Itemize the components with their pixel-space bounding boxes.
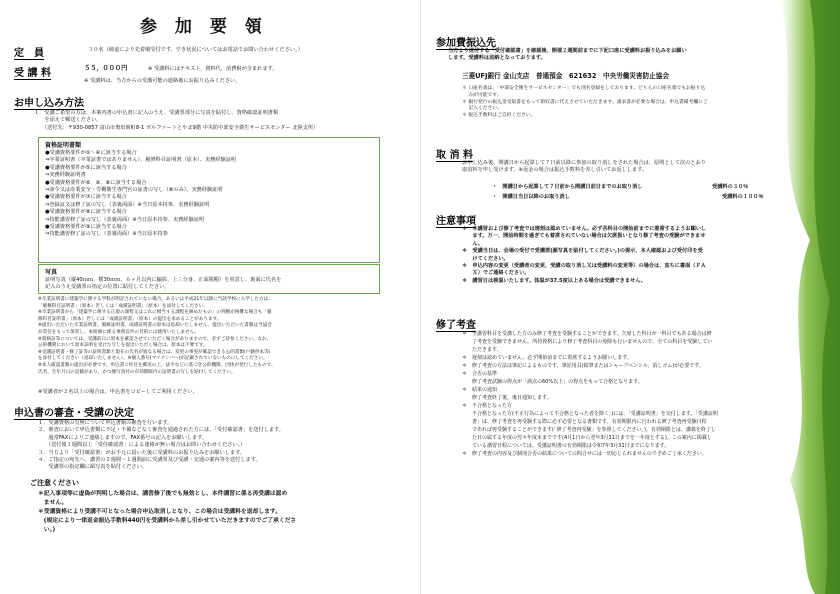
caution-line: ません。 [38,500,68,506]
review-line: ２．審査において申込書類に不足・不備などなく審査を通過された方には、「受付確認書」を送付します。 [38,427,284,434]
notice-line: ＊ 本講習および修了考査では遅刻は認めていません。必ず各科目の開始前までに着席するようお願いし [462,226,707,232]
box-line: ●受講資格要件が①～④に該当する場合 [45,150,137,156]
box-heading: 資格証明書類 [45,142,82,149]
caution-line: (規定により一律返金振込手数料440円を受講料から差し引かせていただきますのでご了承くださ [38,518,297,524]
note-line: が責任をもって保管し、本研修に係る事務以外の目的には使用いたしません。 [38,329,200,335]
photo-line: 証明写真（縦40ｍｍ、横30ｍｍ、６ヶ月以内に撮影、上三分身、正面脱帽）を用意し、裏面に氏名を [45,277,282,283]
notes-block [38,297,276,376]
review-heading: 申込書の審査・受講の決定 [14,404,134,420]
note-line: 修科目証明書」（原本）若しくは「成績証明書」（原本）の提出を求めることがあります。 [38,316,222,322]
review-line: １．受講資格の有無について申込書類の審査を行います。 [38,420,173,426]
fee-note: ※ 受講料にはテキスト、資料代、消費税が含まれます。 [148,66,278,72]
pay-notes [462,86,708,120]
pay-note: ＊ 口座名義は、「中部安全衛生サービスセンター」でも別名登録をしております。どちらの口座名義でもお振り込 [462,86,706,91]
fee-amount: ５５，０００円 [84,65,128,72]
apply-line: を添えて郵送ください。 [34,117,102,124]
exam-line: 修了考査終了後、後日通知します。 [462,395,552,401]
photo-line: 記入のうえ受講票の指定の位置に貼付してください。 [45,284,170,291]
notice-line: ＊ 受講当日は、会場の受付で受講票(顔写真を貼付してください。)の提示、本人確認および受付印を受 [462,248,703,255]
box-line: ⇒技能講習修了証の写し（表裏両面）※当日原本持参、実務経験証明 [45,216,205,223]
exam-line: ＊ 修了考査の方法は筆記によるものです。筆記用具(鉛筆またはシャープペンシル、消しゴム)が必要です。 [462,363,704,369]
left-column [8,0,410,594]
review-line: 受講票の指定欄に顔写真を貼付ください。 [38,464,147,471]
notice-lines [462,226,706,285]
notice-line: ＊ 講習日は検温いたします。体温が37.5度以上ある場合は受講できません。 [462,277,646,284]
cancel-line: 取消料を申し受けます。※返金の場合は振込手数料を差し引いてお返しします。 [462,167,648,174]
exam-line: ただきます。 [462,347,502,353]
cancel-row-label: ・ 開講日当日以降のお取り消し [492,194,570,200]
exam-line: であれば再受験することができます(「修了考査再受験」を参照してください。)。有効期限とは、講義を終了し [462,427,716,433]
bank-account: 三菱UFJ銀行 金山支店 普通預金 621632 中央労働災害防止協会 [462,72,669,80]
exam-heading: 修了考査 [436,316,476,332]
pay-line: します。受講料は前納となっております。 [448,55,546,62]
box-line: ⇒登録証又は修了証の写し（表裏両面）※当日原本持参、実務経験証明 [45,201,210,208]
note-line: 氏名、生年月日の記載があり、かつ顔写真付の有効期限内の証明書の写しを貼付してください。 [38,369,236,375]
note-line: ※卒業証明書から「建築学に関する正規の課程又はこれに相当する課程を修めたもの」の判断が困難な場合も「履 [38,310,272,316]
cancel-lines [462,160,706,175]
fee-label: 受 講 料 [14,64,51,80]
apply-line: １．受講ご希望の方は、本案内書の申込書に記入のうえ、受講票部分に写真を貼付し、資格確認証明書類 [34,110,279,116]
box-line: ⇒実務経験証明書 [45,172,86,179]
box-line: ⇒該令又は産業安全・労働衛生専門官の証書の写し（⑩のみ）、実務経験証明 [45,187,223,194]
pay-note: 記入ください。 [462,106,502,112]
note-line: ※資格証等については、受講前日に原本を確認させていただく場合がありますので、必ずご持参ください。なお、 [38,336,272,342]
apply-line: （送付先：〒930-0857 富山市奥田新町8-1 ボルファートとやま9階 中災防中部安全衛生サービスセンター 北陸支所） [34,124,319,131]
box-line: ⇒技能講習修了証の写し（表裏両面）※当日原本持参 [45,231,168,238]
pay-lines [448,48,687,63]
fee-note-2: ※ 受講料は、当方からの受講可能の連絡後にお振り込みください。 [84,78,241,84]
review-lines [38,420,284,472]
caution-line: ＊受講資格により受講不可となった場合申込取消しとなり、この場合は受講料を返却します。 [38,509,282,515]
cancel-row-value: 受講料の１００％ [722,194,764,200]
notice-line: ＊ 申込内容の変更（受講者の変更、受講の取り消し又は受講料の変更等）の場合は、直ちに書面（ＦＡ [462,263,706,270]
pay-note: ＊ 銀行発行の振込金受取書をもって領収書に代えさせていただきます。請求書が必要な場合は、申込書備考欄にご [462,99,708,105]
review-line: ４．ご指定の宛先へ、講習の２週間～１週間前に受講票及び受講・交通の案内等を送付します。 [38,457,261,464]
apply-lines [34,110,318,132]
exam-line: 不合格となった方(不正行為によって不合格となった者を除く。)には、「受講証明書」を交付します。「受講証明 [462,411,718,417]
review-line: （送付後１週間以上「受付確認書」による連絡が無い場合はお問い合わせください。） [38,442,246,449]
photo-box [38,264,380,294]
review-line: ３．当方より「受付確認書」がお手元に届いた後に受講料のお振り込みをお願いします。 [38,449,246,456]
exam-line: ＊ 遅刻は認めていません。必ず開始前までに着席するようお願いします。 [462,355,632,361]
exam-line: ＊ 全講習科目を受講した方のみ修了考査を受験することができます。欠席した科目が一科目でもある場合は修 [462,331,712,337]
note-line: ※提出いただいた卒業証明書、履修証明書、成績証明書の原本は返却いたしません。提出いただいた書類は当協会 [38,323,272,329]
note-line: ※受講証明書・修了証等の証明書類と現在の氏名が異なる場合は、変更の事実が確認できる公的書類(戸籍抄本等) [38,349,271,355]
capacity-text: ３０名（締退により先着順受付です。空き状況についてはお電話でお問い合わせください。） [88,47,303,53]
caution-line: い。) [38,527,56,533]
page-fold [420,0,421,594]
exam-line: 書」は、修了考査を再受験する際に必ず必要となる書類です。有効期限内に行われる修了考査再受験日程 [462,419,707,425]
caution-line: ＊記入事項等に虚偽が判明した場合は、講習修了後でも無効とし、本件講習に係る再受講は認め [38,491,288,497]
note-line: ※卒業証明書に建築学に関する学科が明記されていない場合、あるいは平成21年以降に当該学校に入学した方は、 [38,297,273,302]
cancel-heading: 取 消 料 [436,146,473,162]
box-line: ⇒卒業証明書（卒業証書ではありません）、履修科目証明書（原本）、実務経験証明 [45,157,237,164]
box-line: ●受講資格要件が⑥、⑨、⑩に該当する場合 [45,179,147,186]
caution-lines [38,490,296,535]
cancel-line: お申し込み後、開講日から起算して７日前以降に参加の取り消しをされた場合は、原則として次のとおり [462,160,706,166]
cancel-row-label: ・ 開講日から起算して７日前から開講日前日までのお取り消し [492,184,643,190]
exam-line: ＊ 修了考査の内容及び個別合否の結果についての問合せには一切応じられませんので予めご了承ください。 [462,451,707,457]
notice-heading: 注意事項 [436,212,476,228]
exam-line: 了考査を受験できません。所持資格により修了考査科目の免除も行いませんので、全ての科目を受験してい [462,339,713,345]
notice-line: ん。 [462,240,484,247]
caution-heading: ご注意ください [30,478,79,487]
capacity-label: 定 員 [14,44,44,60]
exam-line: 修了考査試験の得点が「満点の60%以上」の得点をもって合格となります。 [462,379,643,385]
pay-note: ＊ 振込手数料はご自担ください。 [462,113,536,119]
notice-line: ます。万一、開始時間を過ぎても着席されていない場合は欠席扱いとなり修了考査の受験ができませ [462,233,706,240]
note-line: 「履修科目証明書」（原本）若しくは「成績証明書」（原本）を添付してください。 [38,303,208,309]
right-column [432,0,832,594]
page-title: 参 加 要 領 [140,17,268,37]
review-line: 通常FAXによりご連絡しますので、FAX番号の記入をお願いします。 [38,434,208,441]
apply-heading: お申し込み方法 [14,94,84,110]
photo-heading: 写真 [45,269,58,276]
pay-heading: 参加費振込先 [436,34,496,50]
photo-lines [45,277,281,292]
notice-line: Ｘ）でご連絡ください。 [462,270,530,277]
box-line: ●受講資格要件が⑨に該当する場合 [45,224,127,231]
note-two-applicants: ※受講者が２名以上の場合は、申込書をコピーしてご利用ください。 [38,389,198,395]
pay-line: 当方より送付する「受付確認書」を確認後、開催２週間前までに下記口座に受講料お振り込みをお願い [448,48,687,54]
box-line: ●受講資格要件が⑦に該当する場合 [45,194,127,201]
box-line: ●受講資格要件が⑧に該当する場合 [45,209,127,216]
exam-line: ＊ 結果の通知 [462,387,498,393]
pay-note: みが可能です。 [462,92,502,98]
box-lines [45,150,236,239]
exam-lines [462,330,718,458]
cancel-row-value: 受講料の３０％ [712,184,749,190]
notice-line: けてください。 [462,255,509,262]
exam-line: ＊ 合否の基準 [462,371,498,377]
qualification-box [38,137,380,263]
box-line: ●受講資格要件が⑤に該当する場合 [45,164,127,171]
exam-line: ＊ 不合格となった方 [462,403,513,409]
exam-line: た日の属する年度の翌々年度末までです(4月1日から翌年3月31日までを一年度とする)。この案内に掲載し [462,435,712,441]
note-line: ※本人確認書類の提出が必要です。申込書２枚目を郵送の上、法令などに基づき公的機関、団体が発行したもので、 [38,362,276,368]
note-line: 公的機関において原本証明を受けた写しを提出いただく場合は、原本は不要です。 [38,343,208,349]
note-line: を添付してください（返却いたしません）。※個人番号(マイナンバー)が記載されていないものにしてください。 [38,356,268,362]
exam-line: ている講習日程については、受講証明書の有効期限は令和7年3月31日までになります。 [462,443,670,449]
